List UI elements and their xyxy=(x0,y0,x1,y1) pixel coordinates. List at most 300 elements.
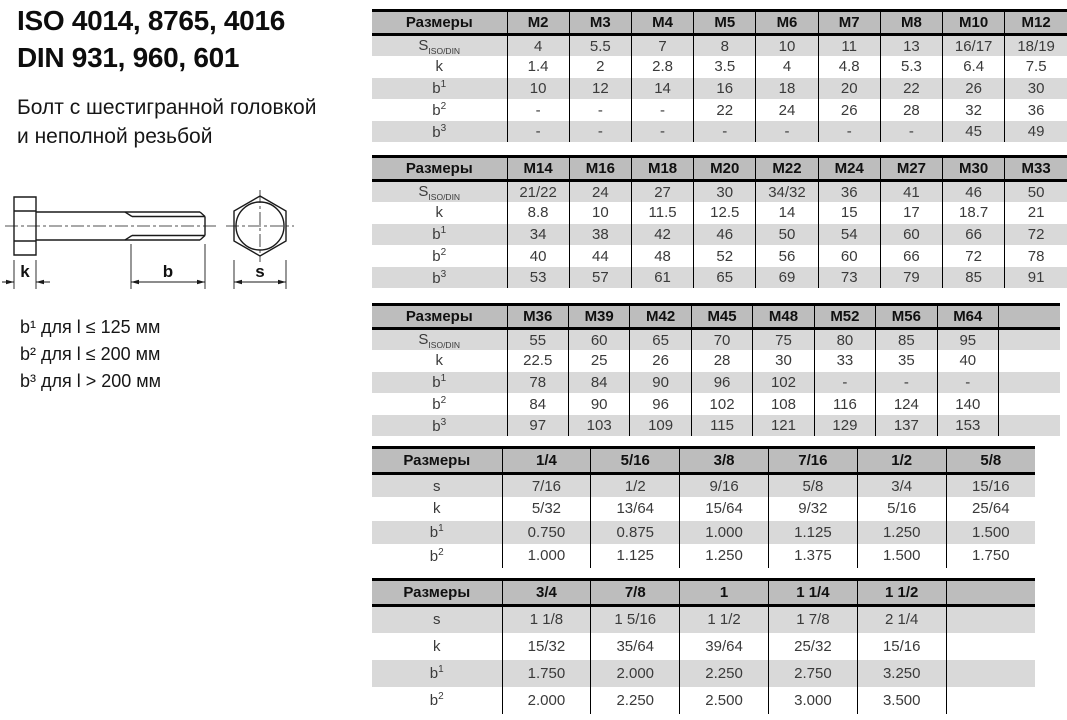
cell: 12.5 xyxy=(694,202,756,224)
row-label: $b^3$ xyxy=(372,267,507,289)
table-row-b2 xyxy=(372,687,1035,714)
table-row-k xyxy=(372,202,1067,224)
cell: 14 xyxy=(756,202,818,224)
cell: 30 xyxy=(694,181,756,203)
cell: 39/64 xyxy=(680,633,769,660)
cell: 11 xyxy=(818,35,880,57)
dim-label-k: k xyxy=(20,262,30,281)
col-header-M30: M30 xyxy=(943,157,1005,181)
dimension-labels xyxy=(20,262,264,281)
col-header-1-4: 1/4 xyxy=(502,448,591,474)
cell: 0.875 xyxy=(591,521,680,545)
col-header-7-16: 7/16 xyxy=(768,448,857,474)
cell: 72 xyxy=(943,245,1005,267)
cell: 61 xyxy=(631,267,693,289)
col-header-M6: M6 xyxy=(756,11,818,35)
cell: 1.750 xyxy=(502,660,591,687)
header-row xyxy=(372,305,1060,329)
row-label: $b^2$ xyxy=(372,393,507,415)
cell: 3.5 xyxy=(694,56,756,78)
table-row-b3 xyxy=(372,267,1067,289)
row-label: $S_{ISO/DIN}$ xyxy=(372,35,507,57)
col-header-M48: M48 xyxy=(753,305,814,329)
cell: 16/17 xyxy=(943,35,1005,57)
cell: 20 xyxy=(818,78,880,100)
cell: 5/8 xyxy=(768,474,857,498)
col-header-M2: M2 xyxy=(507,11,569,35)
cell: 97 xyxy=(507,415,568,437)
cell: 42 xyxy=(631,224,693,246)
row-label: $b^3$ xyxy=(372,121,507,143)
cell: 121 xyxy=(753,415,814,437)
col-header-M27: M27 xyxy=(880,157,942,181)
header-row xyxy=(372,448,1035,474)
cell: 26 xyxy=(943,78,1005,100)
col-header-M12: M12 xyxy=(1005,11,1067,35)
row-label: k xyxy=(372,56,507,78)
col-header-sizes: Размеры xyxy=(372,157,507,181)
cell: 45 xyxy=(943,121,1005,143)
cell: 41 xyxy=(880,181,942,203)
table-row-b1 xyxy=(372,78,1067,100)
col-header-M10: M10 xyxy=(943,11,1005,35)
col-header-7-8: 7/8 xyxy=(591,580,680,606)
table-row-k xyxy=(372,633,1035,660)
table-row-b1 xyxy=(372,224,1067,246)
col-header-empty xyxy=(946,580,1035,606)
col-header-1-2: 1/2 xyxy=(857,448,946,474)
cell: 1 7/8 xyxy=(768,606,857,633)
cell: 57 xyxy=(569,267,631,289)
cell: 22 xyxy=(694,99,756,121)
row-label: $b^1$ xyxy=(372,78,507,100)
table-metric-m14-m33 xyxy=(372,155,1067,288)
cell: 26 xyxy=(630,350,691,372)
cell: 35 xyxy=(876,350,937,372)
cell: 84 xyxy=(507,393,568,415)
cell: 5/16 xyxy=(857,497,946,521)
table-row-k xyxy=(372,56,1067,78)
cell: 60 xyxy=(880,224,942,246)
cell: 22.5 xyxy=(507,350,568,372)
col-header-5-16: 5/16 xyxy=(591,448,680,474)
table-row-b2 xyxy=(372,393,1060,415)
table-row-k xyxy=(372,350,1060,372)
cell: 18.7 xyxy=(943,202,1005,224)
col-header-M39: M39 xyxy=(568,305,629,329)
col-header-sizes: Размеры xyxy=(372,448,502,474)
cell: 75 xyxy=(753,329,814,351)
cell: 4 xyxy=(756,56,818,78)
cell: 153 xyxy=(937,415,998,437)
table-row-k xyxy=(372,497,1035,521)
table-row-b3 xyxy=(372,121,1067,143)
cell: 5.5 xyxy=(569,35,631,57)
cell: 32 xyxy=(943,99,1005,121)
cell-empty xyxy=(946,606,1035,633)
cell: 1.125 xyxy=(768,521,857,545)
table-metric-m2-m12 xyxy=(372,9,1067,142)
subtitle-line-2: и неполной резьбой xyxy=(17,125,213,148)
cell: 50 xyxy=(1005,181,1067,203)
cell: 8.8 xyxy=(507,202,569,224)
row-label: $b^2$ xyxy=(372,245,507,267)
cell: 9/32 xyxy=(768,497,857,521)
cell: 2.750 xyxy=(768,660,857,687)
row-label: s xyxy=(372,606,502,633)
dimension-table-inch-small xyxy=(372,446,1035,568)
cell: 1.375 xyxy=(768,544,857,568)
cell: 109 xyxy=(630,415,691,437)
cell: 22 xyxy=(880,78,942,100)
col-header-3-8: 3/8 xyxy=(680,448,769,474)
cell-empty xyxy=(999,350,1061,372)
cell: 2.250 xyxy=(591,687,680,714)
cell-empty xyxy=(999,372,1061,394)
cell: 6.4 xyxy=(943,56,1005,78)
col-header-1-1-4: 1 1/4 xyxy=(768,580,857,606)
cell: - xyxy=(631,121,693,143)
cell: - xyxy=(876,372,937,394)
col-header-M45: M45 xyxy=(691,305,752,329)
cell: 60 xyxy=(818,245,880,267)
dimension-table-m2-m12 xyxy=(372,9,1067,142)
title-iso: ISO 4014, 8765, 4016 xyxy=(17,5,285,36)
row-label: $b^2$ xyxy=(372,687,502,714)
cell: 96 xyxy=(630,393,691,415)
cell: 35/64 xyxy=(591,633,680,660)
cell: 1.500 xyxy=(946,521,1035,545)
row-label: k xyxy=(372,633,502,660)
cell: 56 xyxy=(756,245,818,267)
dimension-table-m14-m33 xyxy=(372,155,1067,288)
col-header-M3: M3 xyxy=(569,11,631,35)
row-label: $b^1$ xyxy=(372,372,507,394)
footnotes xyxy=(20,314,161,395)
col-header-1: 1 xyxy=(680,580,769,606)
row-label: s xyxy=(372,474,502,498)
cell: 66 xyxy=(943,224,1005,246)
header-row xyxy=(372,11,1067,35)
cell: 4 xyxy=(507,35,569,57)
cell: 2 xyxy=(569,56,631,78)
dimension-lines xyxy=(2,244,286,289)
table-row-b1 xyxy=(372,521,1035,545)
col-header-3-4: 3/4 xyxy=(502,580,591,606)
cell: 21 xyxy=(1005,202,1067,224)
cell: 1/2 xyxy=(591,474,680,498)
row-label: $b^1$ xyxy=(372,521,502,545)
cell: 4.8 xyxy=(818,56,880,78)
cell: 108 xyxy=(753,393,814,415)
cell: 18/19 xyxy=(1005,35,1067,57)
cell: 24 xyxy=(756,99,818,121)
cell: 50 xyxy=(756,224,818,246)
header-row xyxy=(372,580,1035,606)
cell: 16 xyxy=(694,78,756,100)
table-row-S xyxy=(372,35,1067,57)
cell: 36 xyxy=(818,181,880,203)
cell: 7 xyxy=(631,35,693,57)
cell: 34 xyxy=(507,224,569,246)
cell: 7.5 xyxy=(1005,56,1067,78)
cell: 65 xyxy=(630,329,691,351)
k-arrow-right xyxy=(36,280,44,284)
cell: 1.500 xyxy=(857,544,946,568)
cell: - xyxy=(569,99,631,121)
cell: 36 xyxy=(1005,99,1067,121)
table-row-s xyxy=(372,474,1035,498)
cell: 1.250 xyxy=(857,521,946,545)
col-header-M42: M42 xyxy=(630,305,691,329)
cell: 1 1/2 xyxy=(680,606,769,633)
col-header-M4: M4 xyxy=(631,11,693,35)
cell: 28 xyxy=(880,99,942,121)
cell: 26 xyxy=(818,99,880,121)
footnote-b3: b³ для l > 200 мм xyxy=(20,371,162,391)
table-row-b2 xyxy=(372,99,1067,121)
table-row-b1 xyxy=(372,660,1035,687)
table-row-b2 xyxy=(372,544,1035,568)
col-header-M5: M5 xyxy=(694,11,756,35)
col-header-M64: M64 xyxy=(937,305,998,329)
cell: 15/32 xyxy=(502,633,591,660)
cell: 48 xyxy=(631,245,693,267)
table-inch-threequarters-to-oneandhalf xyxy=(372,578,1035,714)
cell: 137 xyxy=(876,415,937,437)
cell: 15/64 xyxy=(680,497,769,521)
cell: 34/32 xyxy=(756,181,818,203)
row-label: $b^2$ xyxy=(372,99,507,121)
col-header-M16: M16 xyxy=(569,157,631,181)
cell: 3/4 xyxy=(857,474,946,498)
bolt-technical-drawing xyxy=(2,186,332,314)
cell: - xyxy=(818,121,880,143)
cell: 17 xyxy=(880,202,942,224)
cell: 14 xyxy=(631,78,693,100)
cell: - xyxy=(880,121,942,143)
cell: 78 xyxy=(507,372,568,394)
cell: 49 xyxy=(1005,121,1067,143)
col-header-sizes: Размеры xyxy=(372,11,507,35)
row-label: $b^1$ xyxy=(372,224,507,246)
row-label: k xyxy=(372,350,507,372)
title-din: DIN 931, 960, 601 xyxy=(17,42,240,73)
cell: 78 xyxy=(1005,245,1067,267)
cell-empty xyxy=(946,660,1035,687)
cell: 38 xyxy=(569,224,631,246)
row-label: $b^3$ xyxy=(372,415,507,437)
col-header-5-8: 5/8 xyxy=(946,448,1035,474)
cell: 70 xyxy=(691,329,752,351)
cell: 2.8 xyxy=(631,56,693,78)
col-header-empty xyxy=(999,305,1061,329)
cell: 25/64 xyxy=(946,497,1035,521)
row-label: $S_{ISO/DIN}$ xyxy=(372,181,507,203)
dimension-table-inch-large xyxy=(372,578,1035,714)
s-arrow-left xyxy=(234,280,242,284)
cell: 66 xyxy=(880,245,942,267)
cell: 21/22 xyxy=(507,181,569,203)
cell: 2.500 xyxy=(680,687,769,714)
cell: 116 xyxy=(814,393,875,415)
cell: 54 xyxy=(818,224,880,246)
col-header-M56: M56 xyxy=(876,305,937,329)
cell: 46 xyxy=(943,181,1005,203)
dim-label-b: b xyxy=(162,262,174,281)
cell: - xyxy=(694,121,756,143)
cell: 2 1/4 xyxy=(857,606,946,633)
col-header-M36: M36 xyxy=(507,305,568,329)
cell: 18 xyxy=(756,78,818,100)
cell: 46 xyxy=(694,224,756,246)
k-arrow-left xyxy=(6,280,14,284)
table-inch-quarter-to-fiveeighths xyxy=(372,446,1035,568)
col-header-1-1-2: 1 1/2 xyxy=(857,580,946,606)
cell: - xyxy=(507,99,569,121)
cell: 10 xyxy=(569,202,631,224)
col-header-M20: M20 xyxy=(694,157,756,181)
cell: 140 xyxy=(937,393,998,415)
cell: 52 xyxy=(694,245,756,267)
cell: 90 xyxy=(630,372,691,394)
cell-empty xyxy=(999,415,1061,437)
cell: 8 xyxy=(694,35,756,57)
cell: 73 xyxy=(818,267,880,289)
cell: 65 xyxy=(694,267,756,289)
cell: 1.000 xyxy=(680,521,769,545)
cell: 1.750 xyxy=(946,544,1035,568)
cell: - xyxy=(507,121,569,143)
s-arrow-right xyxy=(278,280,286,284)
footnote-b1: b¹ для l ≤ 125 мм xyxy=(20,317,161,337)
title-block xyxy=(17,2,285,76)
cell: 13/64 xyxy=(591,497,680,521)
cell: 3.500 xyxy=(857,687,946,714)
col-header-M24: M24 xyxy=(818,157,880,181)
cell: 102 xyxy=(753,372,814,394)
cell: 30 xyxy=(753,350,814,372)
cell: 13 xyxy=(880,35,942,57)
cell: 124 xyxy=(876,393,937,415)
cell: - xyxy=(814,372,875,394)
cell: 27 xyxy=(631,181,693,203)
subtitle xyxy=(17,93,316,151)
cell: 72 xyxy=(1005,224,1067,246)
header-row xyxy=(372,157,1067,181)
cell: 7/16 xyxy=(502,474,591,498)
cell: 25/32 xyxy=(768,633,857,660)
cell: 60 xyxy=(568,329,629,351)
cell: 3.000 xyxy=(768,687,857,714)
cell: 1.250 xyxy=(680,544,769,568)
cell: 85 xyxy=(943,267,1005,289)
cell: - xyxy=(756,121,818,143)
cell: 5.3 xyxy=(880,56,942,78)
cell: 85 xyxy=(876,329,937,351)
row-label: $b^1$ xyxy=(372,660,502,687)
cell: 40 xyxy=(507,245,569,267)
col-header-M52: M52 xyxy=(814,305,875,329)
cell: 11.5 xyxy=(631,202,693,224)
cell: 2.000 xyxy=(502,687,591,714)
row-label: $b^2$ xyxy=(372,544,502,568)
cell: 40 xyxy=(937,350,998,372)
cell: 90 xyxy=(568,393,629,415)
cell: 33 xyxy=(814,350,875,372)
row-label: k xyxy=(372,497,502,521)
b-arrow-left xyxy=(131,280,139,284)
cell: 15/16 xyxy=(946,474,1035,498)
col-header-M33: M33 xyxy=(1005,157,1067,181)
table-row-b1 xyxy=(372,372,1060,394)
cell: 1 1/8 xyxy=(502,606,591,633)
footnote-b2: b² для l ≤ 200 мм xyxy=(20,344,161,364)
cell-empty xyxy=(999,329,1061,351)
col-header-M7: M7 xyxy=(818,11,880,35)
dim-label-s: s xyxy=(255,262,265,281)
cell-empty xyxy=(946,633,1035,660)
table-row-S xyxy=(372,329,1060,351)
cell: 15 xyxy=(818,202,880,224)
dimension-table-m36-m64 xyxy=(372,303,1060,436)
cell: 103 xyxy=(568,415,629,437)
cell-empty xyxy=(999,393,1061,415)
cell: 129 xyxy=(814,415,875,437)
cell: 69 xyxy=(756,267,818,289)
table-row-S xyxy=(372,181,1067,203)
col-header-M14: M14 xyxy=(507,157,569,181)
cell: 1.4 xyxy=(507,56,569,78)
row-label: $S_{ISO/DIN}$ xyxy=(372,329,507,351)
cell: 115 xyxy=(691,415,752,437)
cell: 3.250 xyxy=(857,660,946,687)
cell: 12 xyxy=(569,78,631,100)
cell: 25 xyxy=(568,350,629,372)
cell-empty xyxy=(946,687,1035,714)
col-header-M18: M18 xyxy=(631,157,693,181)
cell: 1 5/16 xyxy=(591,606,680,633)
cell: 1.125 xyxy=(591,544,680,568)
cell: 10 xyxy=(756,35,818,57)
cell: 9/16 xyxy=(680,474,769,498)
cell: 44 xyxy=(569,245,631,267)
col-header-M8: M8 xyxy=(880,11,942,35)
table-row-s xyxy=(372,606,1035,633)
subtitle-line-1: Болт с шестигранной головкой xyxy=(17,96,317,119)
table-row-b3 xyxy=(372,415,1060,437)
cell: 95 xyxy=(937,329,998,351)
cell: 5/32 xyxy=(502,497,591,521)
table-metric-m36-m64 xyxy=(372,303,1060,436)
cell: 80 xyxy=(814,329,875,351)
cell: 0.750 xyxy=(502,521,591,545)
cell: 102 xyxy=(691,393,752,415)
cell: 24 xyxy=(569,181,631,203)
cell: 79 xyxy=(880,267,942,289)
cell: 28 xyxy=(691,350,752,372)
cell: 15/16 xyxy=(857,633,946,660)
row-label: k xyxy=(372,202,507,224)
cell: 1.000 xyxy=(502,544,591,568)
cell: 96 xyxy=(691,372,752,394)
cell: - xyxy=(569,121,631,143)
col-header-M22: M22 xyxy=(756,157,818,181)
cell: 55 xyxy=(507,329,568,351)
cell: 91 xyxy=(1005,267,1067,289)
cell: 30 xyxy=(1005,78,1067,100)
cell: 2.000 xyxy=(591,660,680,687)
